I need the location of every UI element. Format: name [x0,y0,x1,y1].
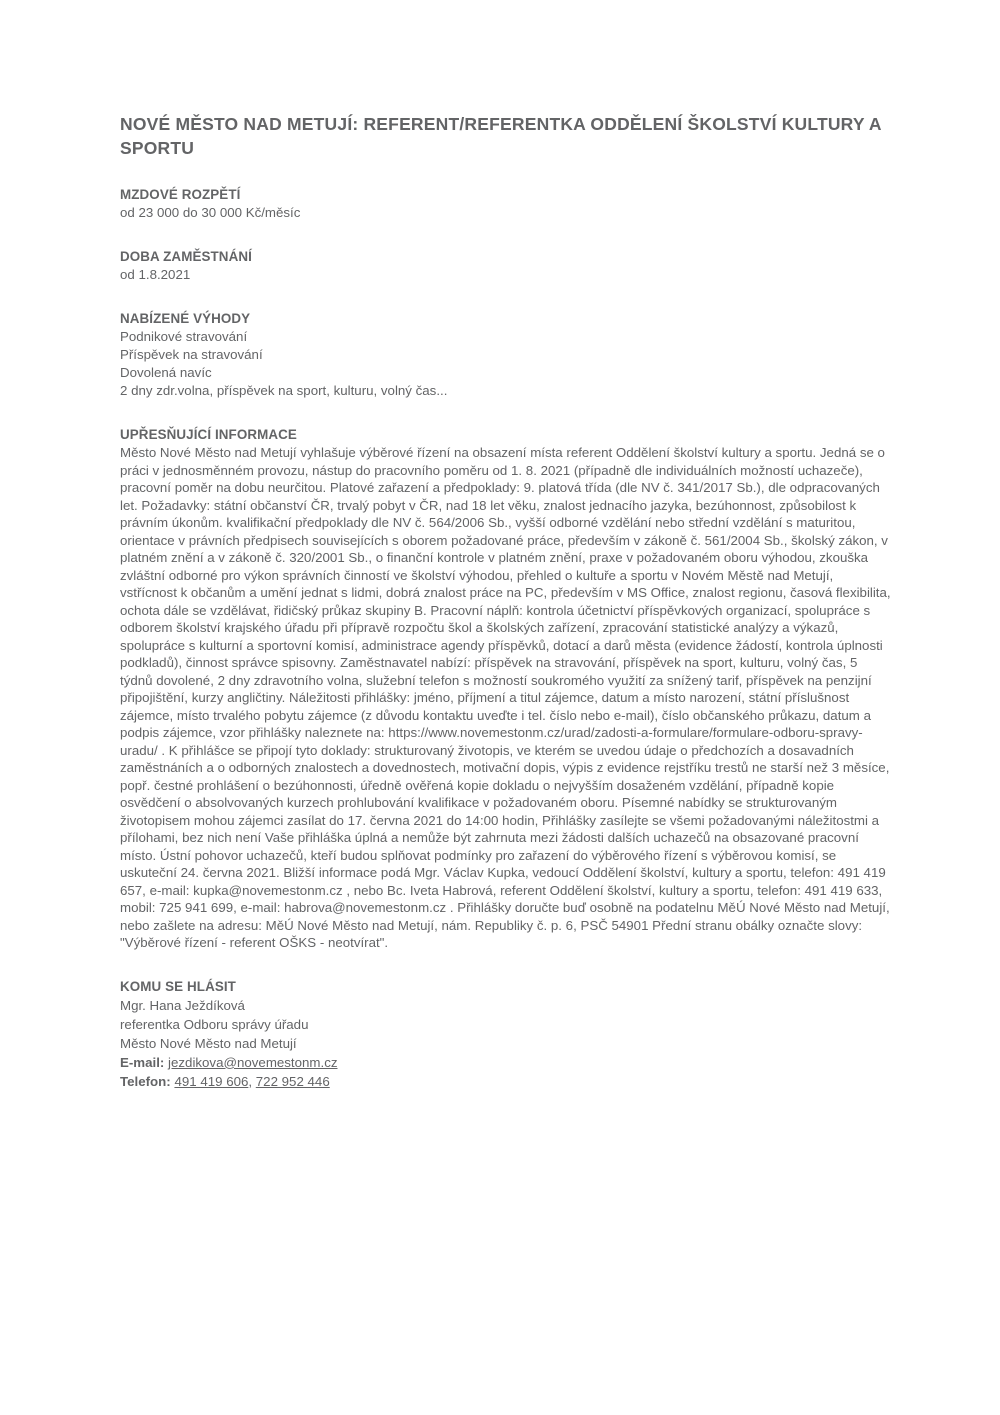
email-link[interactable]: jezdikova@novemestonm.cz [168,1054,338,1070]
benefit-item: 2 dny zdr.volna, příspěvek na sport, kulturu, volný čas... [120,383,448,399]
contact-phone-row [120,1072,892,1091]
email-label: E-mail: [120,1054,165,1070]
benefit-item: Podnikové stravování [120,329,248,345]
phone-link-secondary[interactable]: 722 952 446 [255,1073,330,1089]
employment-period-section [120,248,892,284]
details-heading: UPŘESŇUJÍCÍ INFORMACE [120,427,297,443]
salary-heading: MZDOVÉ ROZPĚTÍ [120,187,241,203]
salary-section [120,186,892,222]
page-title: NOVÉ MĚSTO NAD METUJÍ: REFERENT/REFERENTKA ODDĚLENÍ ŠKOLSTVÍ KULTURY A SPORTU [120,114,882,159]
employment-start-date: od 1.8.2021 [120,267,191,283]
contact-person-name: Mgr. Hana Ježdíková [120,997,245,1013]
details-text: Město Nové Město nad Metují vyhlašuje výběrové řízení na obsazení místa referent Oddělení školství kultury a sportu. Jedná se o práci v jednosměnném provozu, nástup do pracovního poměru od 1. 8. 2021 (případně dle individuálních možností uchazeče), pracovní poměr na dobu neurčitou. Platové zařazení a předpoklady: 9. platová třída (dle NV č. 341/2017 Sb.), dle odpracovaných let. Požadavky: státní občanství ČR, trvalý pobyt v ČR, nad 18 let věku, znalost jednacího jazyka, bezúhonnost, způsobilost k právním úkonům. kvalifikační předpoklady dle NV č. 564/2006 Sb., vyšší odborné vzdělání nebo střední vzdělání s maturitou, orientace v právních předpisech souvisejících s oborem požadované práce, především v zákoně č. 561/2004 Sb., školský zákon, v platném znění a v zákoně č. 320/2001 Sb., o finanční kontrole v platném znění, praxe v požadovaném oboru výhodou, zkouška zvláštní odborné pro výkon správních činností ve školství výhodou, přehled o kultuře a sportu v Novém Městě nad Metují, vstřícnost k občanům a umění jednat s lidmi, dobrá znalost práce na PC, především v MS Office, znalost regionu, časová flexibilita, ochota dále se vzdělávat, řidičský průkaz skupiny B. Pracovní náplň: kontrola účetnictví příspěvkových organizací, spolupráce s odborem školství krajského úřadu při přípravě rozpočtu škol a školských zařízení, zpracování statistické analýzy a výkazů, spolupráce s kulturní a sportovní komisí, administrace agendy příspěvků, dotací a darů města (evidence žádostí, kontrola úplnosti podkladů), činnost správce spisovny. Zaměstnavatel nabízí: příspěvek na stravování, příspěvek na sport, kulturu, volný čas, 5 týdnů dovolené, 2 dny zdravotního volna, služební telefon s možností soukromého využití za snížený tarif, příspěvek na penzijní připojištění, kurzy angličtiny. Náležitosti přihlášky: jméno, příjmení a titul zájemce, datum a místo narození, státní příslušnost zájemce, místo trvalého pobytu zájemce (z důvodu kontaktu uveďte i tel. číslo nebo e-mail), číslo občanského průkazu, datum a podpis zájemce, vzor přihlášky naleznete na: https://www.novemestonm.cz/urad/zadosti-a-formulare/formulare-odboru-spravy-uradu/ . K přihlášce se připojí tyto doklady: strukturovaný životopis, ve kterém se uvedou údaje o předchozích a dosavadních zaměstnáních a o odborných znalostech a dovednostech, motivační dopis, výpis z evidence rejstříku trestů ne starší než 3 měsíce, popř. čestné prohlášení o bezúhonnosti, úředně ověřená kopie dokladu o nejvyšším dosaženém vzdělání, případně kopie osvědčení o absolvovaných kurzech prohlubování kvalifikace v požadovaném oboru. Písemné nabídky se strukturovaným životopisem mohou zájemci zasílat do 17. června 2021 do 14:00 hodin, Přihlášky zasílejte se všemi požadovanými náležitostmi a přílohami, bez nich není Vaše přihláška úplná a nemůže být zahrnuta mezi žádosti dalších uchazečů na obsazované pracovní místo. Ústní pohovor uchazečů, kteří budou splňovat podmínky pro zařazení do výběrového řízení s výběrovou komisí, se uskuteční 24. června 2021. Bližší informace podá Mgr. Václav Kupka, vedoucí Oddělení školství, kultury a sportu, telefon: 491 419 657, e-mail: kupka@novemestonm.cz , nebo Bc. Iveta Habrová, referent Oddělení školství, kultury a sportu, telefon: 491 419 633, mobil: 725 941 699, e-mail: habrova@novemestonm.cz . Přihlášky doručte buď osobně na podatelnu MěÚ Nové Město nad Metují, nebo zašlete na adresu: MěÚ Nové Město nad Metují, nám. Republiky č. p. 6, PSČ 54901 Přední stranu obálky označte slovy: "Výběrové řízení - referent OŠKS - neotvírat". [120,445,891,951]
details-section [120,426,892,952]
benefit-item: Příspěvek na stravování [120,347,263,363]
phone-separator: , [248,1073,256,1089]
salary-value: od 23 000 do 30 000 Kč/měsíc [120,205,301,221]
contact-section [120,978,892,1091]
benefit-item: Dovolená navíc [120,365,212,381]
benefits-section [120,310,892,400]
contact-email-row [120,1053,892,1072]
phone-link-primary[interactable]: 491 419 606 [174,1073,249,1089]
benefits-heading: NABÍZENÉ VÝHODY [120,311,251,327]
contact-heading: KOMU SE HLÁSIT [120,978,236,994]
contact-person-role: referentka Odboru správy úřadu [120,1016,309,1032]
contact-organization: Město Nové Město nad Metují [120,1035,297,1051]
phone-label: Telefon: [120,1073,171,1089]
employment-period-heading: DOBA ZAMĚSTNÁNÍ [120,249,252,265]
